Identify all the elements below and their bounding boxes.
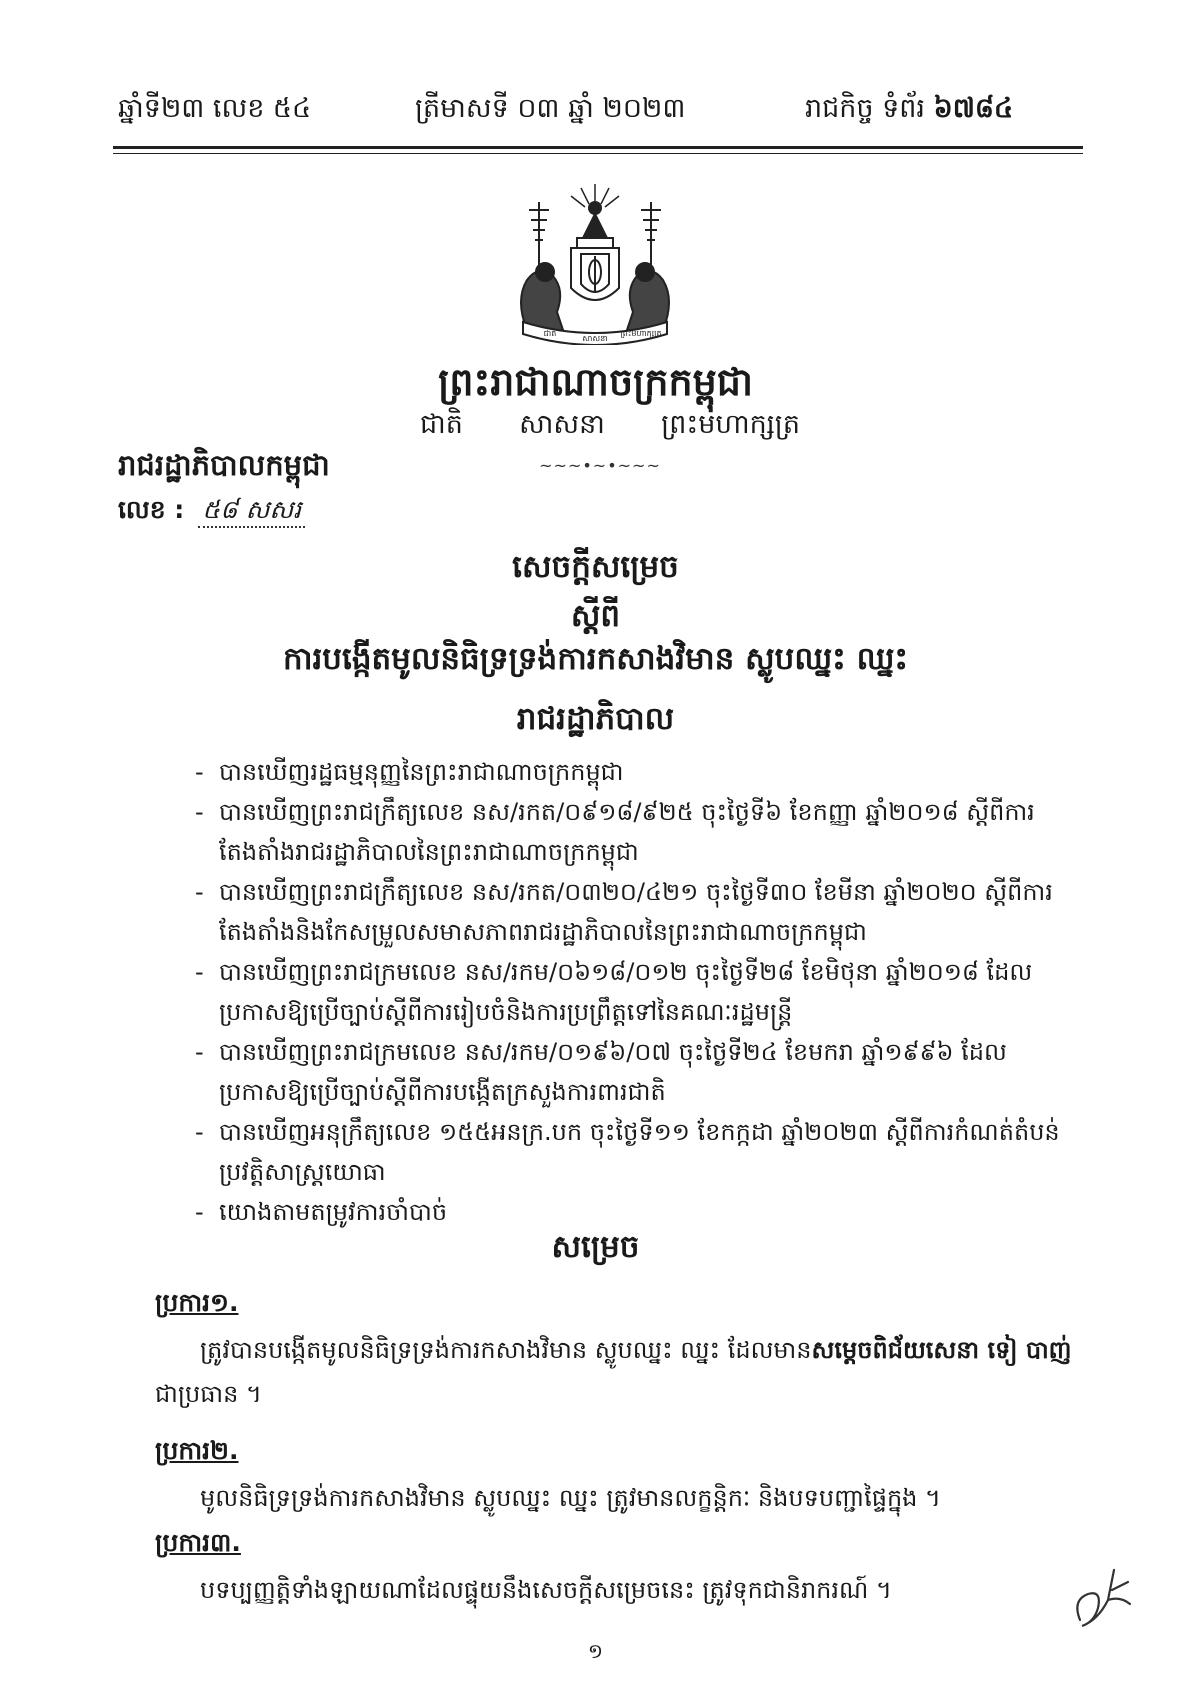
issuing-authority: រាជរដ្ឋាភិបាលកម្ពុជា [118,448,330,482]
royal-coat-of-arms-icon [505,180,685,349]
document-title-about: ស្ដីពី [570,598,621,634]
decision-number [118,495,305,531]
preamble-list [205,752,1085,1232]
article-1-text: ត្រូវបានបង្កើតមូលនិធិទ្រទ្រង់ការកសាងវិមាន ស្លូបឈ្នះ ឈ្នះ ដែលមាន [200,1336,812,1364]
handwritten-initials-icon [1068,1560,1138,1644]
article-1-text-end: ជាប្រធាន ។ [155,1380,262,1408]
preamble-item: - បានឃើញព្រះរាជក្រឹត្យលេខ នស/រកត/០៣២០/៤២១ ចុះថ្ងៃទី៣០ ខែមីនា ឆ្នាំ២០២០ ស្ដីពីការតែងតាំងនិងកែសម្រួលសមាសភាពរាជរដ្ឋាភិបាលនៃព្រះរាជាណាចក្រកម្ពុជា [205,872,1085,952]
motto-king: ព្រះមហាក្សត្រ [661,409,800,440]
gazette-issue: ឆ្នាំទី២៣ លេខ ៥៤ [118,93,312,124]
gazette-page-number: ៦៧៨៤ [933,93,1014,124]
gazette-page [805,92,1013,131]
article-1-label: ប្រការ១. [155,1288,239,1317]
decision-number-value: ៥៨ សសរ [198,495,305,528]
preamble-item: - យោងតាមតម្រូវការចាំបាច់ [205,1192,1085,1232]
article-2-body: មូលនិធិទ្រទ្រង់ការកសាងវិមាន ស្លូបឈ្នះ ឈ្នះ ត្រូវមានលក្ខន្តិកៈ និងបទបញ្ជាផ្ទៃក្នុង ។ [200,1484,941,1512]
emblem-banner-religion: សាសនា [582,334,608,343]
article-3-body: បទប្បញ្ញត្តិទាំងឡាយណាដែលផ្ទុយនឹងសេចក្ដីសម្រេចនេះ ត្រូវទុកជានិរាករណ៍ ។ [200,1576,892,1604]
document-title: សេចក្ដីសម្រេច [512,549,679,585]
government-heading: រាជរដ្ឋាភិបាល [516,701,675,737]
document-subject: ការបង្កើតមូលនិធិទ្រទ្រង់ការកសាងវិមាន ស្លូបឈ្នះ ឈ្នះ [282,641,909,677]
preamble-item: - បានឃើញព្រះរាជក្រឹត្យលេខ នស/រកត/០៩១៨/៩២៥ ចុះថ្ងៃទី៦ ខែកញ្ញា ឆ្នាំ២០១៨ ស្ដីពីការតែងតាំងរាជរដ្ឋាភិបាលនៃព្រះរាជាណាចក្រកម្ពុជា [205,792,1085,872]
decorative-ornament: ~~~•~•~~~ [539,456,661,475]
motto-nation: ជាតិ [420,409,463,440]
motto-religion: សាសនា [519,409,605,440]
page-number: ១ [587,1639,604,1663]
kingdom-name: ព្រះរាជាណាចក្រកម្ពុជា [438,360,753,404]
article-1-body [155,1328,1080,1416]
preamble-item: - បានឃើញអនុក្រឹត្យលេខ ១៥៥អនក្រ.បក ចុះថ្ងៃទី១១ ខែកក្កដា ឆ្នាំ២០២៣ ស្ដីពីការកំណត់តំបន់ប្រវត្តិសាស្ត្រយោធា [205,1112,1085,1192]
preamble-item: - បានឃើញព្រះរាជក្រមលេខ នស/រកម/០១៩៦/០៧ ចុះថ្ងៃទី២៤ ខែមករា ឆ្នាំ១៩៩៦ ដែលប្រកាសឱ្យប្រើច្បាប់ស្ដីពីការបង្កើតក្រសួងការពារជាតិ [205,1032,1085,1112]
decides-heading: សម្រេច [551,1229,640,1265]
header-rule-thick [113,146,1083,149]
preamble-item: - បានឃើញព្រះរាជក្រមលេខ នស/រកម/០៦១៨/០១២ ចុះថ្ងៃទី២៨ ខែមិថុនា ឆ្នាំ២០១៨ ដែលប្រកាសឱ្យប្រើច្បាប់ស្ដីពីការរៀបចំនិងការប្រព្រឹត្តទៅនៃគណៈរដ្ឋមន្ត្រី [205,952,1085,1032]
gazette-page-prefix: រាជកិច្ច ទំព័រ [805,93,925,124]
emblem-banner-king: ព្រះមហាក្សត្រ [620,329,662,338]
emblem-banner-nation: ជាតិ [543,329,557,338]
gazette-quarter: ត្រីមាសទី ០៣ ឆ្នាំ ២០២៣ [415,93,686,124]
national-motto [420,408,800,447]
article-2-label: ប្រការ២. [155,1436,239,1465]
article-1-chairperson: សម្ដេចពិជ័យសេនា ទៀ បាញ់ [811,1336,1072,1364]
preamble-item: - បានឃើញរដ្ឋធម្មនុញ្ញនៃព្រះរាជាណាចក្រកម្ពុជា [205,752,1085,792]
header-rule-thin [113,153,1083,154]
decision-number-label: លេខ : [118,495,185,524]
article-3-label: ប្រការ៣. [155,1528,241,1557]
